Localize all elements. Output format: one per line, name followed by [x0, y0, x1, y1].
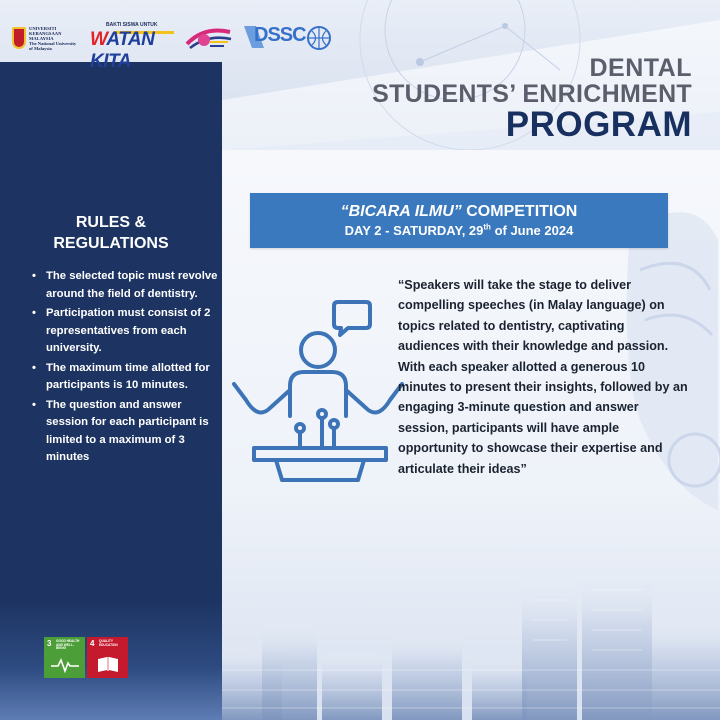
um-logo-line: The National University [29, 40, 77, 46]
competition-description: “Speakers will take the stage to deliver compelling speeches (in Malay language) on topics related to dentistry, captivating audiences with their knowledge and passion. With each speaker allotted a generous 10 minutes to present their insights, followed by an engaging 3-minute question and answer session, participants will have ample opportunity to showcase their expertise and articulate their ideas” [398, 278, 688, 476]
rule-item: • The maximum time allotted for participants is 10 minutes. [32, 360, 218, 395]
rule-item: • Participation must consist of 2 representatives from each university. [32, 305, 218, 358]
title-line-dental: DENTAL [589, 54, 692, 82]
rules-heading-line: REGULATIONS [53, 235, 169, 252]
speaker-podium-icon [226, 298, 416, 488]
um-logo-line: MALAYSIA [29, 35, 54, 41]
date-prefix: DAY 2 - SATURDAY, 29 [344, 223, 484, 238]
title-line-enrichment: STUDENTS’ ENRICHMENT [372, 80, 692, 108]
competition-name [250, 202, 668, 222]
um-logo-line: UNIVERSITI [29, 25, 57, 31]
watan-kita-logo [90, 22, 176, 72]
watan-kita-rest: ATAN KITA [90, 29, 155, 72]
watan-kita-small-text: BAKTI SISWA UNTUK [106, 22, 158, 28]
pertubuhan-logo-icon [184, 24, 234, 52]
dssc-logo-text: DSSC [254, 24, 306, 46]
logo-bar [12, 18, 332, 72]
competition-banner [250, 193, 668, 248]
watan-kita-text [90, 29, 176, 73]
sdg-number: 4 [90, 639, 95, 648]
sdg-label: QUALITY EDUCATION [99, 639, 118, 647]
rule-item: • The question and answer session for each participant is limited to a maximum of 3 minutes [32, 397, 218, 467]
book-icon [96, 656, 120, 674]
date-suffix: of June 2024 [490, 223, 574, 238]
sdg-goal-3-badge [44, 637, 85, 678]
um-logo-line: of Malaysia [29, 45, 52, 51]
dssc-logo [242, 22, 332, 54]
campus-buildings-illustration [222, 560, 720, 720]
sdg-number: 3 [47, 639, 52, 648]
um-logo [12, 24, 82, 52]
competition-name-quoted: “BICARA ILMU” [340, 203, 462, 220]
competition-date [250, 222, 668, 240]
university-crest-icon [12, 27, 26, 49]
watan-kita-w: W [90, 29, 107, 50]
title-line-program: PROGRAM [505, 105, 692, 144]
sdg-goal-4-badge [87, 637, 128, 678]
rule-item: • The selected topic must revolve around the field of dentistry. [32, 268, 218, 303]
program-title [372, 56, 692, 143]
sdg-label: GOOD HEALTH AND WELL-BEING [56, 639, 80, 651]
rules-heading-line: RULES & [75, 214, 147, 231]
date-suffix-sup: th [483, 222, 491, 232]
rules-list [32, 268, 218, 469]
rules-heading [0, 212, 222, 254]
competition-name-rest: COMPETITION [461, 203, 578, 220]
um-logo-line: KEBANGSAAN [29, 30, 62, 36]
heartbeat-icon [50, 657, 80, 673]
um-logo-text [29, 26, 76, 51]
